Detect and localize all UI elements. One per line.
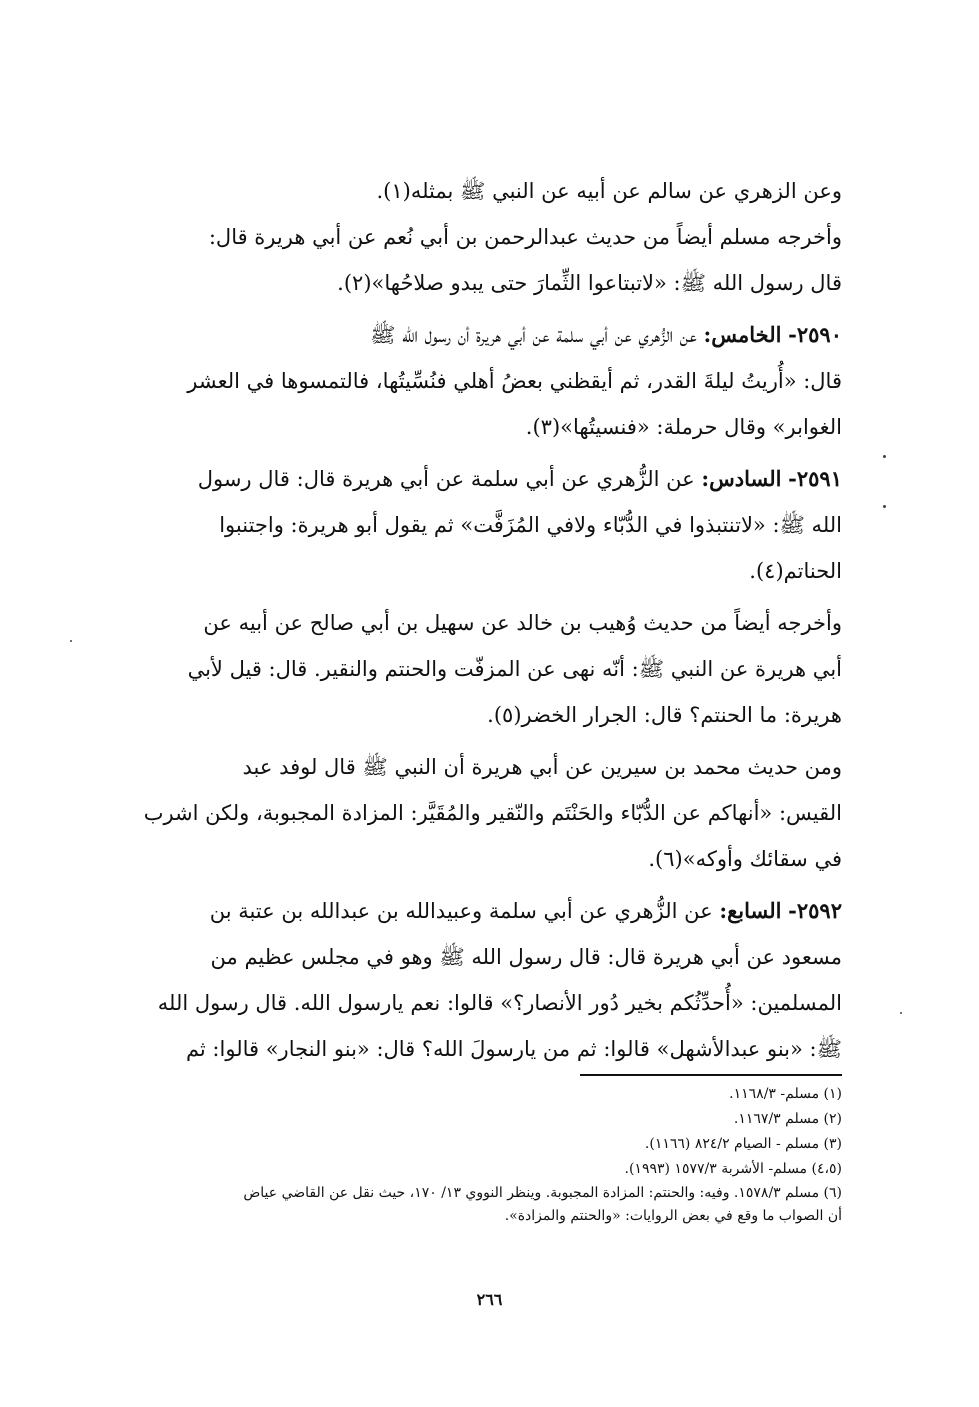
text-line: أبي هريرة عن النبي ﷺ: أنّه نهى عن المزفّت والحنتم والنقير. قال: قيل لأبي (187, 657, 842, 681)
text-line: الغوابر» وقال حرملة: «فنسيتُها»(٣). (525, 415, 842, 439)
text-line: الحناتم(٤). (749, 559, 842, 583)
footnote: (٦) مسلم ١٥٧٨/٣. وفيه: والحنتم: المزادة المجبوبة. وينظر النووي ١٣/ ١٧٠، حيث نقل عن القاضي عياض (243, 1185, 842, 1201)
hadith-label: السادس: (701, 466, 782, 491)
text-line: ومن حديث محمد بن سيرين عن أبي هريرة أن النبي ﷺ قال لوفد عبد (242, 755, 842, 779)
footnote-continuation: أن الصواب ما وقع في بعض الروايات: «والحنتم والمزادة». (504, 1208, 842, 1224)
scan-speck (883, 455, 886, 458)
text-line: ﷺ: «بنو عبدالأشهل» قالوا: ثم من يارسولَ الله؟ قال: «بنو النجار» قالوا: ثم (185, 1037, 842, 1061)
text-line: هريرة: ما الحنتم؟ قال: الجرار الخضر(٥). (487, 703, 842, 727)
text-line: في سقائك وأوكه»(٦). (648, 847, 842, 871)
hadith-entry (118, 456, 842, 594)
hadith-number: ٢٥٩٠- (788, 322, 842, 347)
text-line: قال رسول الله ﷺ: «لاتبتاعوا الثِّمارَ حتى يبدو صلاحُها»(٢). (337, 271, 842, 295)
text-line: القيس: «أنهاكم عن الدُّبّاء والحَنْتَم والنّقير والمُقَيَّر: المزادة المجبوبة، ولكن اشرب (143, 801, 842, 825)
text-line: الله ﷺ: «لاتنتبذوا في الدُّبّاء ولافي المُزَفَّت» ثم يقول أبو هريرة: واجتنبوا (219, 513, 842, 537)
hadith-entry (118, 888, 842, 1072)
page-number: ٢٦٦ (476, 1290, 503, 1309)
hadith-number: ٢٥٩١- (788, 466, 842, 491)
paragraph (118, 744, 842, 882)
text-line: عن الزُّهري عن أبي سلمة وعبيدالله بن عبدالله بن عتبة بن (209, 899, 713, 923)
footnote: (٤،٥) مسلم- الأشربة ١٥٧٧/٣ (١٩٩٣). (624, 1161, 842, 1177)
paragraph (118, 168, 842, 306)
text-line: وأخرجه مسلم أيضاً من حديث عبدالرحمن بن أبي نُعم عن أبي هريرة قال: (208, 225, 842, 249)
hadith-label: الخامس: (703, 322, 782, 347)
footnote: (٣) مسلم - الصيام ٨٢٤/٢ (١١٦٦). (644, 1136, 842, 1152)
text-line: المسلمين: «أُحدِّثُكم بخير دُور الأنصار؟» قالوا: نعم يارسول الله. قال رسول الله (157, 991, 842, 1015)
hadith-number: ٢٥٩٢- (788, 898, 842, 923)
text-line: مسعود عن أبي هريرة قال: قال رسول الله ﷺ وهو في مجلس عظيم من (210, 945, 842, 969)
scan-speck (900, 1012, 902, 1014)
scan-speck (883, 505, 886, 508)
text-line: وأخرجه أيضاً من حديث وُهيب بن خالد عن سهيل بن أبي صالح عن أبيه عن (203, 611, 842, 635)
footnote-separator (580, 1074, 842, 1076)
footnotes (118, 1082, 842, 1228)
hadith-entry (118, 312, 842, 450)
text-line: عن الزُّهري عن أبي سلمة عن أبي هريرة قال: قال رسول (197, 467, 695, 491)
footnote: (١) مسلم- ١١٦٨/٣. (729, 1086, 842, 1102)
footnote: (٢) مسلم ١١٦٧/٣. (733, 1111, 842, 1127)
scan-speck (70, 640, 72, 642)
paragraph (118, 600, 842, 738)
hadith-label: السابع: (719, 898, 782, 923)
text-line: وعن الزهري عن سالم عن أبيه عن النبي ﷺ بمثله(١). (376, 179, 842, 203)
main-text (118, 168, 842, 1072)
text-line: قال: «أُريتُ ليلةَ القدر، ثم أيقظني بعضُ أهلي فنُسِّيتُها، فالتمسوها في العشر (187, 369, 842, 393)
text-line: عن الزُّهري عن أبي سلمة عن أبي هريرة أن رسول الله ﷺ (370, 323, 697, 347)
